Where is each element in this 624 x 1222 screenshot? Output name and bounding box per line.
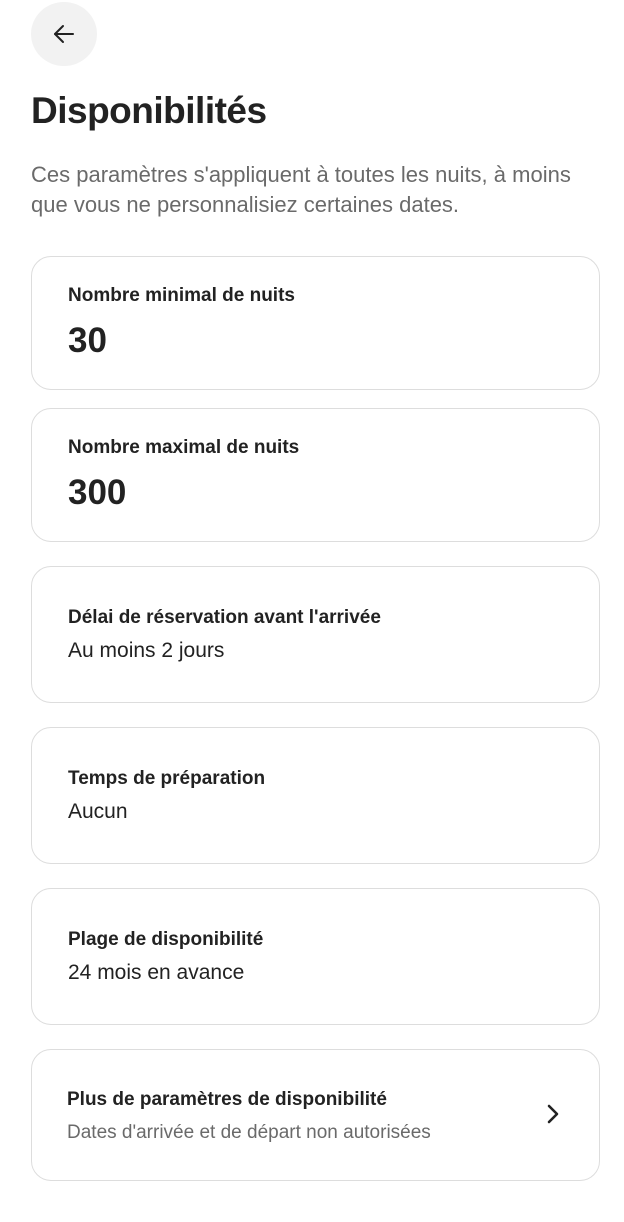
availability-window-label: Plage de disponibilité [68,929,264,950]
advance-notice-label: Délai de réservation avant l'arrivée [68,607,381,628]
arrow-left-icon [52,22,76,46]
availability-window-card[interactable] [31,888,600,1025]
availability-window-value: 24 mois en avance [68,961,245,984]
max-nights-value: 300 [68,473,127,512]
max-nights-card[interactable] [31,408,600,542]
back-button[interactable] [31,2,97,66]
preparation-time-label: Temps de préparation [68,768,266,789]
more-settings-description: Dates d'arrivée et de départ non autorisées [67,1122,431,1143]
max-nights-label: Nombre maximal de nuits [68,437,300,458]
advance-notice-value: Au moins 2 jours [68,639,225,662]
advance-notice-card[interactable] [31,566,600,703]
min-nights-label: Nombre minimal de nuits [68,285,295,306]
min-nights-value: 30 [68,321,107,360]
min-nights-card[interactable] [31,256,600,390]
preparation-time-value: Aucun [68,800,128,823]
more-settings-label: Plus de paramètres de disponibilité [67,1089,387,1110]
more-availability-settings-card[interactable] [31,1049,600,1181]
page-title: Disponibilités [31,90,267,131]
chevron-right-icon [543,1102,563,1126]
page-subtitle: Ces paramètres s'appliquent à toutes les nuits, à moins que vous ne personnalisiez certaines dates. [31,162,571,217]
preparation-time-card[interactable] [31,727,600,864]
